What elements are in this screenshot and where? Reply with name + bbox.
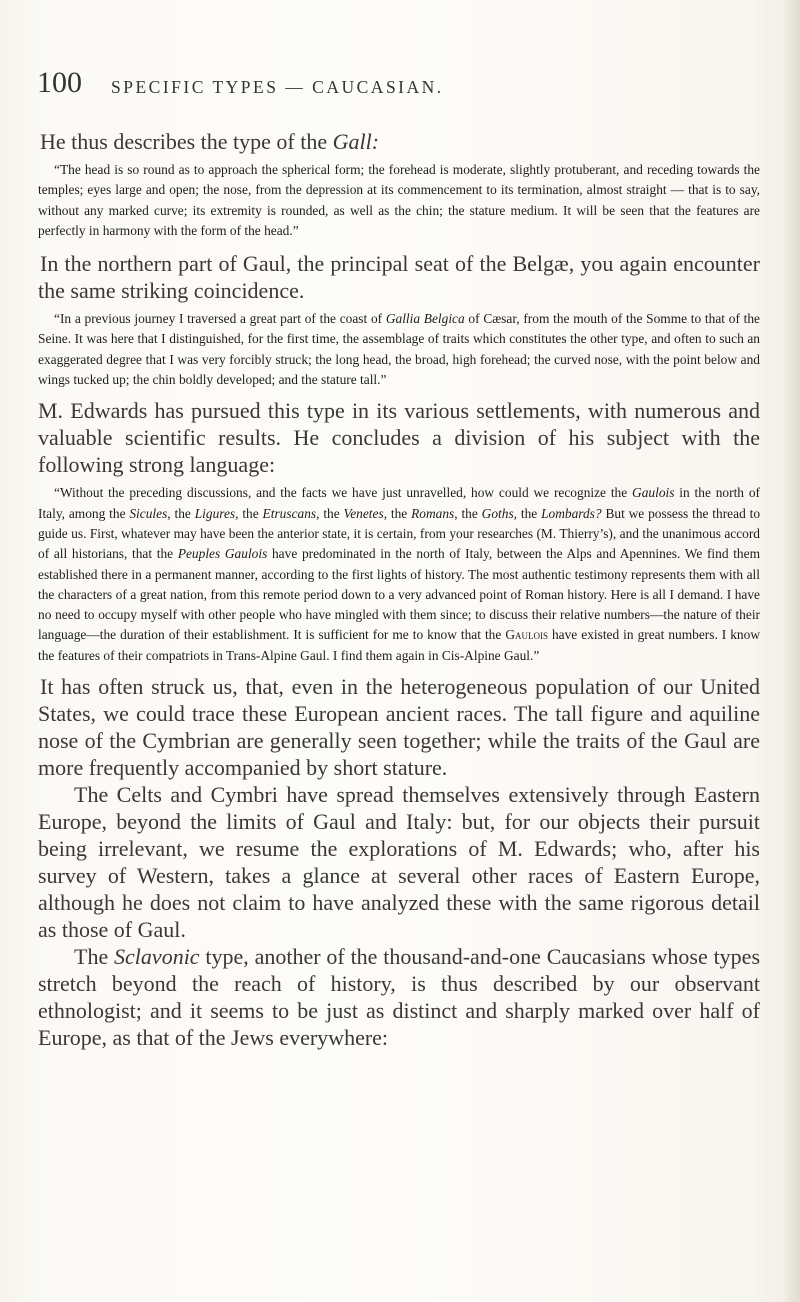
term-venetes: Venetes — [343, 505, 384, 521]
quote-part-g: , the — [454, 505, 482, 521]
term-sicules: Sicules — [129, 505, 168, 521]
quote-part-b: in the north of Italy, among the — [38, 485, 760, 521]
paragraph-gall-intro-text: He thus describes the type of the — [40, 129, 333, 154]
page-edge-shadow — [784, 0, 800, 1302]
paragraph-northern-gaul: In the northern part of Gaul, the principal seat of the Belgæ, you again encounter the same striking coincidence. — [38, 251, 760, 304]
quote-part-k: have existed in great numbers. I know the features of their compatriots in Trans-Alpine Gaul. I find them again in Cis-Alpine Gaul.” — [38, 627, 760, 663]
quote-part-d: , the — [235, 505, 263, 521]
page-number: 100 — [37, 66, 82, 99]
paragraph-sclavonic-part-a: The — [74, 944, 115, 970]
quote-gallia-belgica — [38, 309, 760, 390]
quote-part-a: “Without the preceding discussions, and the facts we have just unravelled, how could we recognize the — [54, 485, 633, 501]
running-title: SPECIFIC TYPES — CAUCASIAN. — [111, 77, 444, 97]
quote-gallia-belgica-part-a: “In a previous journey I traversed a great part of the coast of — [54, 311, 386, 327]
sclavonic-term: Sclavonic — [114, 944, 200, 970]
term-gaulois: Gaulois — [632, 485, 675, 501]
quote-part-f: , the — [383, 505, 412, 521]
term-lombards: Lombards? — [541, 505, 602, 521]
gallia-belgica-term: Gallia Belgica — [385, 311, 465, 327]
term-peuples-gaulois: Peuples Gaulois — [177, 546, 268, 562]
term-etruscans: Etruscans — [262, 505, 317, 521]
quote-part-h: , the — [513, 505, 542, 521]
quote-gallia-belgica-part-b: of Cæsar, from the mouth of the Somme to that of the Seine. It was here that I distinguished, for the first time, the assemblage of traits which constitutes the other type, and often to such an exaggerated degree that I was very forcibly struck; the long head, the broad, high forehead; the curved nose, with the point below and wings tucked up; the chin boldly developed; and the stature tall.” — [38, 311, 760, 388]
quote-part-e: , the — [316, 505, 344, 521]
gall-term: Gall: — [332, 129, 380, 154]
page-header — [37, 66, 757, 106]
term-goths: Goths — [481, 505, 514, 521]
paragraph-sclavonic — [38, 943, 760, 1051]
paragraph-sclavonic-part-b: type, another of the thousand-and-one Caucasians whose types stretch beyond the reach of history, is thus described by our observant ethnologist; and it seems to be just as distinct and sharply marked over half of Europe, as that of the Jews everywhere: — [38, 944, 761, 1051]
term-romans: Romans — [411, 505, 455, 521]
quote-part-i: But we possess the thread to guide us. First, whatever may have been the anterior state, it is certain, from your researches (M. Thierry’s), and the unanimous accord of all historians, that the — [38, 505, 761, 562]
paragraph-edwards-pursued: M. Edwards has pursued this type in its various settlements, with numerous and valuable scientific results. He concludes a division of his subject with the following strong language: — [38, 398, 760, 478]
quote-gall-description: “The head is so round as to approach the spherical form; the forehead is moderate, slightly protuberant, and receding towards the temples; eyes large and open; the nose, from the depression at its commencement to its termination, almost straight — that is to say, without any marked curve; its extremity is rounded, as well as the chin; the stature medium. It will be seen that the features are perfectly in harmony with the form of the head.” — [38, 162, 760, 238]
term-ligures: Ligures — [194, 505, 236, 521]
page-body — [38, 128, 760, 1051]
paragraph-gall-intro — [38, 128, 760, 155]
paragraph-celts-cymbri: The Celts and Cymbri have spread themselves extensively through Eastern Europe, beyond the limits of Gaul and Italy: but, for our objects their pursuit being irrelevant, we resume the explorations of M. Edwards; who, after his survey of Western, takes a glance at several other races of Eastern Europe, although he does not claim to have analyzed these with the same rigorous detail as those of Gaul. — [38, 782, 760, 943]
paragraph-united-states: It has often struck us, that, even in the heterogeneous population of our United States, we could trace these European ancient races. The tall figure and aquiline nose of the Cymbrian are generally seen together; while the traits of the Gaul are more frequently accompanied by short stature. — [38, 674, 760, 781]
quote-part-j: have predominated in the north of Italy, between the Alps and Apennines. We find them established there in a permanent manner, according to the first lights of history. The most authentic testimony represents them with all the characters of a great nation, from this remote period down to a very advanced point of Roman history. Here is all I demand. I have no need to occupy myself with other people who have mingled with them since; to discuss their relative numbers—the nature of their language—the duration of their establishment. It is sufficient for me to know that the — [38, 546, 760, 643]
quote-gaulois-in-italy — [38, 483, 760, 666]
quote-part-c: , the — [167, 505, 195, 521]
term-gaulois-small-caps: Gaulois — [505, 627, 548, 643]
